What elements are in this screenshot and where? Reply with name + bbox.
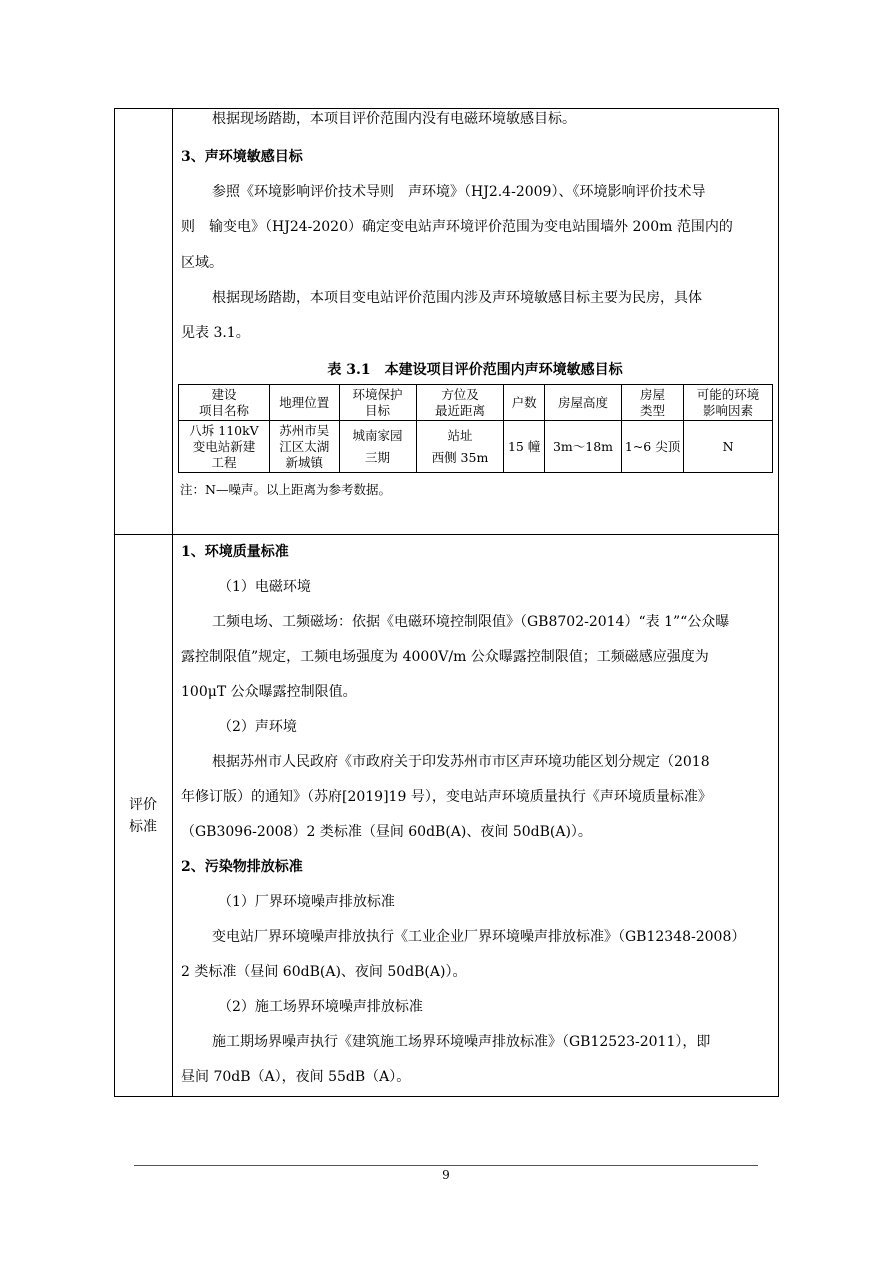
- column-divider: [172, 108, 173, 1097]
- noise-standard-line2: 年修订版）的通知》（苏府[2019]19 号），变电站声环境质量执行《声环境质量标准》: [181, 789, 712, 805]
- table-cell: 八坼 110kV 变电站新建 工程: [179, 421, 270, 473]
- noise-sensitive-heading: 3、声环境敏感目标: [181, 149, 303, 165]
- table-cell: 苏州市吴 江区太湖 新城镇: [269, 421, 339, 473]
- emission-standard-heading: 2、污染物排放标准: [181, 859, 303, 875]
- header-cell: 地理位置: [269, 385, 339, 421]
- table-cell: 3m～18m: [544, 421, 621, 473]
- construction-standard-line1: 施工期场界噪声执行《建筑施工场界环境噪声排放标准》（GB12523-2011），即: [212, 1034, 711, 1050]
- side-label: 评价 标准: [129, 797, 157, 835]
- site-survey-line2: 见表 3.1。: [181, 325, 250, 341]
- table-cell: 城南家园 三期: [339, 421, 416, 473]
- construction-subheading: （2）施工场界环境噪声排放标准: [218, 999, 423, 1015]
- noise-standard-line1: 根据苏州市人民政府《市政府关于印发苏州市市区声环境功能区划分规定（2018: [212, 754, 710, 770]
- reference-paragraph-line2: 则 输变电》（HJ24-2020）确定变电站声环境评价范围为变电站围墙外 200m 范围内的: [181, 219, 733, 235]
- table-cell: N: [684, 421, 773, 473]
- em-standard-line2: 露控制限值”规定，工频电场强度为 4000V/m 公众曝露控制限值；工频磁感应强度为: [181, 649, 709, 665]
- noise-standard-line3: （GB3096-2008）2 类标准（昼间 60dB(A)、夜间 50dB(A)）。: [181, 824, 592, 840]
- reference-paragraph-line3: 区域。: [181, 255, 223, 271]
- em-standard-line1: 工频电场、工频磁场：依据《电磁环境控制限值》（GB8702-2014）“表 1”“公众曝: [212, 614, 730, 630]
- em-standard-line3: 100μT 公众曝露控制限值。: [181, 684, 357, 700]
- page-number: 9: [442, 1168, 450, 1182]
- em-subheading: （1）电磁环境: [218, 579, 311, 595]
- boundary-standard-line1: 变电站厂界环境噪声排放执行《工业企业厂界环境噪声排放标准》（GB12348-2008）: [212, 929, 746, 945]
- header-cell: 方位及 最近距离: [416, 385, 504, 421]
- table-cell: 站址 西侧 35m: [416, 421, 504, 473]
- section-divider: [114, 534, 779, 535]
- boundary-subheading: （1）厂界环境噪声排放标准: [218, 894, 395, 910]
- boundary-standard-line2: 2 类标准（昼间 60dB(A)、夜间 50dB(A)）。: [181, 964, 467, 980]
- header-cell: 建设 项目名称: [179, 385, 270, 421]
- header-cell: 房屋高度: [544, 385, 621, 421]
- table-cell: 15 幢: [504, 421, 545, 473]
- header-cell: 环境保护 目标: [339, 385, 416, 421]
- construction-standard-line2: 昼间 70dB（A），夜间 55dB（A）。: [181, 1069, 411, 1085]
- footer-rule: [134, 1165, 758, 1166]
- noise-sensitive-table: [178, 384, 773, 473]
- table-note: 注：N—噪声。以上距离为参考数据。: [180, 482, 391, 497]
- table-cell: 1~6 尖顶: [622, 421, 684, 473]
- reference-paragraph-line1: 参照《环境影响评价技术导则 声环境》（HJ2.4-2009）、《环境影响评价技术导: [212, 184, 706, 200]
- header-cell: 可能的环境 影响因素: [684, 385, 773, 421]
- site-survey-line1: 根据现场踏勘，本项目变电站评价范围内涉及声环境敏感目标主要为民房，具体: [212, 290, 702, 306]
- quality-standard-heading: 1、环境质量标准: [181, 544, 289, 560]
- table-header-row: [179, 385, 773, 421]
- header-cell: 房屋 类型: [622, 385, 684, 421]
- table-row: [179, 421, 773, 473]
- header-cell: 户数: [504, 385, 545, 421]
- table-caption: 表 3.1 本建设项目评价范围内声环境敏感目标: [327, 362, 623, 378]
- em-sensitive-note: 根据现场踏勘，本项目评价范围内没有电磁环境敏感目标。: [212, 111, 576, 127]
- noise-subheading: （2）声环境: [218, 719, 297, 735]
